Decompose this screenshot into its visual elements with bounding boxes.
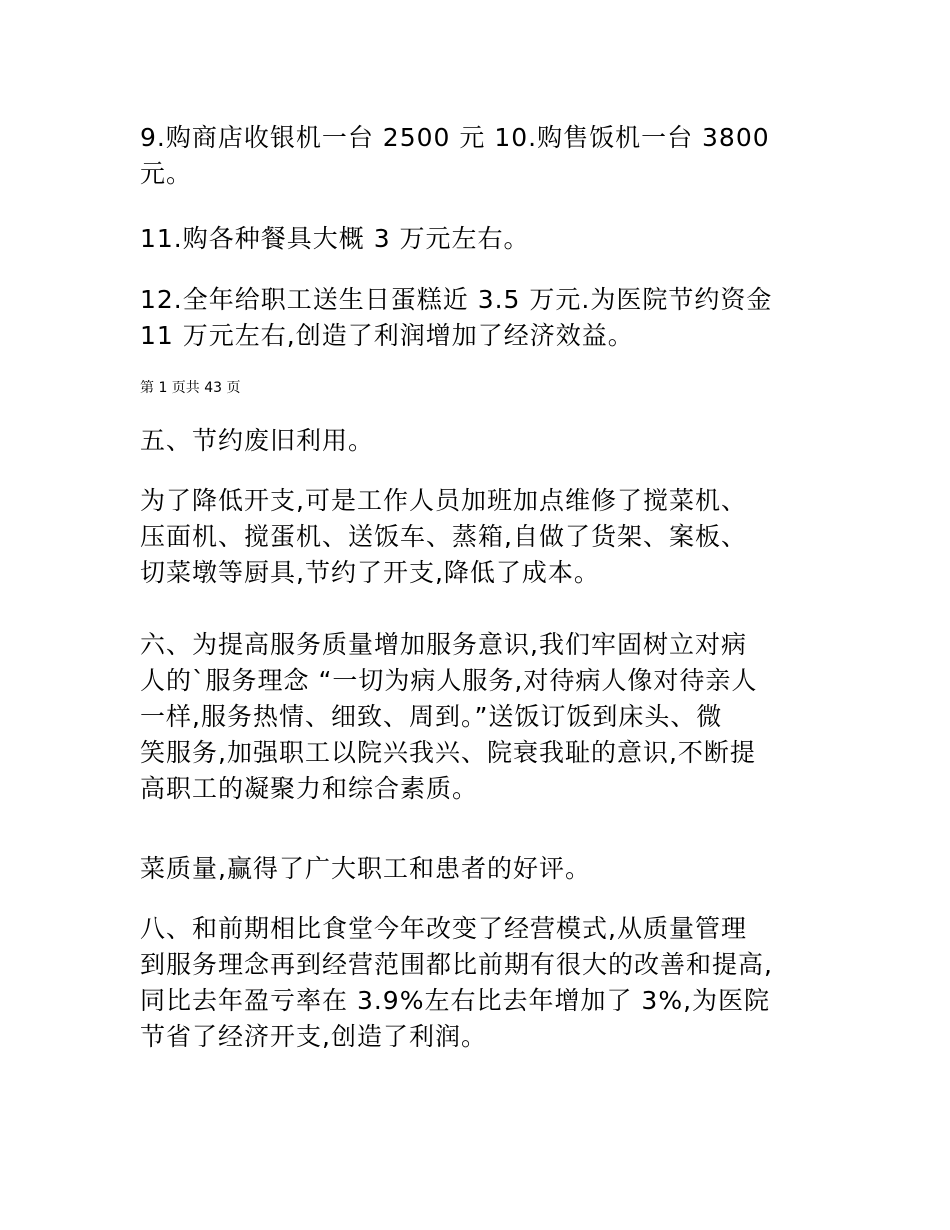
text-line: 到服务理念再到经营范围都比前期有很大的改善和提高, (140, 950, 773, 979)
paragraph-item-11 (140, 221, 820, 257)
text-line: 笑服务,加强职工以院兴我兴、院衰我耻的意识,不断提 (140, 738, 756, 767)
text-line: 菜质量,赢得了广大职工和患者的好评。 (140, 854, 591, 883)
paragraph-repair-savings (140, 483, 820, 591)
paragraph-section-eight (140, 911, 820, 1055)
text-line: 为了降低开支,可是工作人员加班加点维修了搅菜机、 (140, 486, 747, 515)
text-line: 五、节约废旧利用。 (140, 426, 375, 455)
text-line: 一样,服务热情、细致、周到。”送饭订饭到床头、微 (140, 702, 723, 731)
paragraph-dish-quality (140, 851, 820, 887)
text-line: 11.购各种餐具大概 3 万元左右。 (140, 224, 530, 253)
paragraph-section-five (140, 423, 820, 459)
text-line: 11 万元左右,创造了利润增加了经济效益。 (140, 321, 634, 350)
text-line: 压面机、搅蛋机、送饭车、蒸箱,自做了货架、案板、 (140, 522, 747, 551)
text-line: 六、为提高服务质量增加服务意识,我们牢固树立对病 (140, 630, 747, 659)
text-line: 高职工的凝聚力和综合素质。 (140, 774, 479, 803)
text-line: 同比去年盈亏率在 3.9%左右比去年增加了 3%,为医院 (140, 986, 771, 1015)
paragraph-item-12 (140, 282, 820, 354)
text-line: 节省了经济开支,创造了利润。 (140, 1022, 487, 1051)
text-line: 元。 (140, 159, 193, 188)
text-line: 9.购商店收银机一台 2500 元 10.购售饭机一台 3800 (140, 123, 770, 152)
text-line: 12.全年给职工送生日蛋糕近 3.5 万元.为医院节约资金 (140, 285, 773, 314)
text-line: 切菜墩等厨具,节约了开支,降低了成本。 (140, 558, 600, 587)
text-line: 人的`服务理念 “一切为病人服务,对待病人像对待亲人 (140, 666, 758, 695)
paragraph-section-six (140, 627, 820, 807)
paragraph-item-9-10 (140, 120, 820, 192)
page-footer: 第 1 页共 43 页 (140, 380, 241, 396)
text-line: 八、和前期相比食堂今年改变了经营模式,从质量管理 (140, 914, 747, 943)
